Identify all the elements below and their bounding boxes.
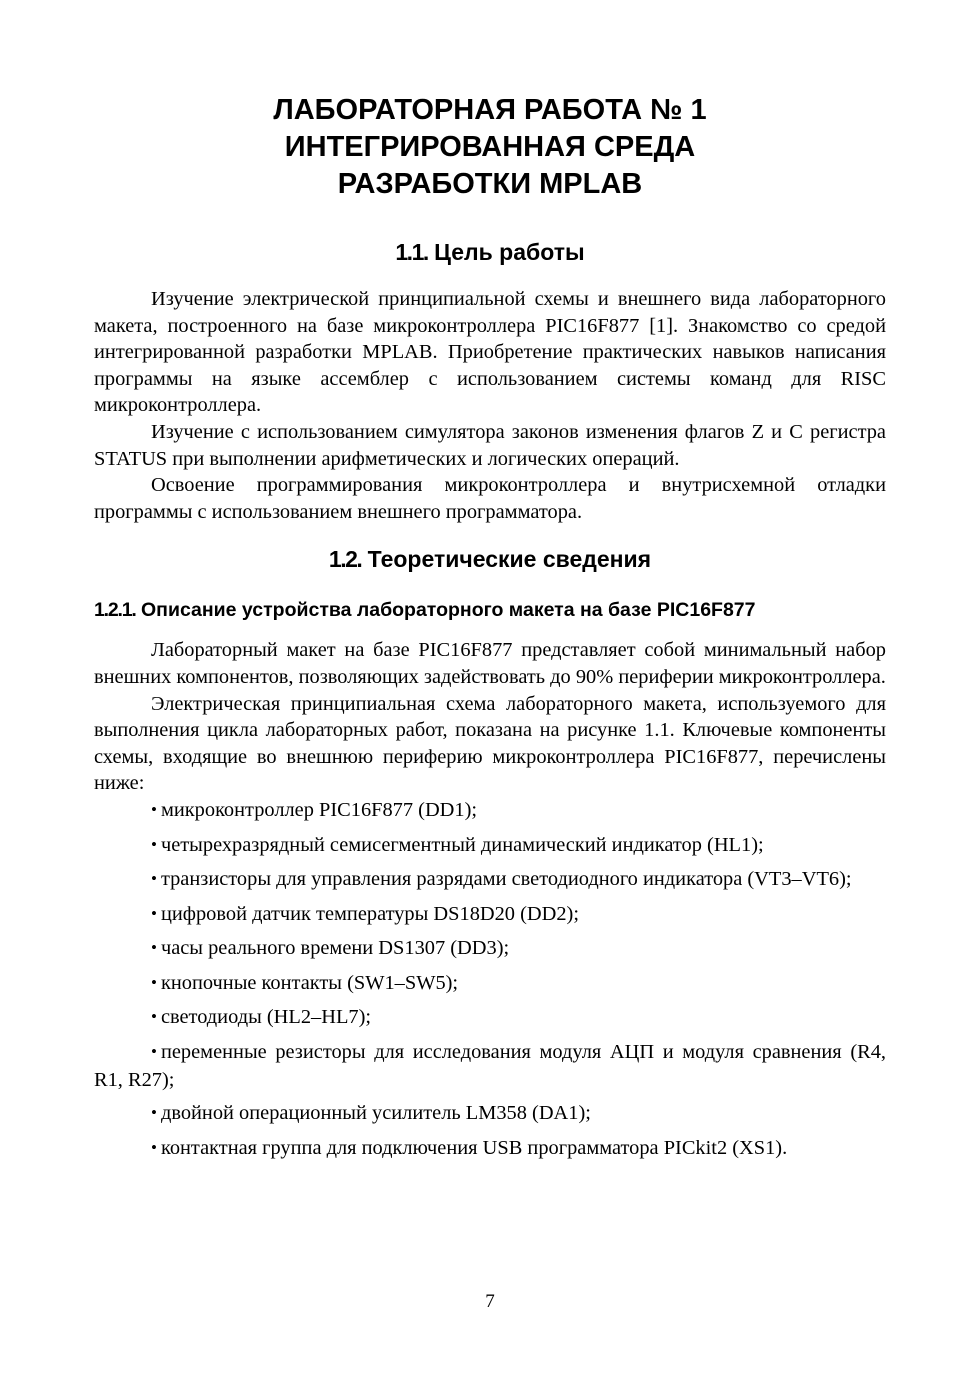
section-heading-theory: [94, 545, 886, 573]
bullet-icon: •: [151, 903, 157, 923]
paragraph: Электрическая принципиальная схема лабораторного макета, используемого для выполнения цикла лабораторных работ, показана на рисунке 1.1. Ключевые компоненты схемы, входящие во внешнюю периферию микроконтроллера PIC16F877, перечислены ниже:: [94, 692, 886, 795]
subsection-heading: [94, 597, 886, 623]
chapter-title-line-2: ИНТЕГРИРОВАННАЯ СРЕДА: [284, 131, 696, 163]
subsection-number: 1.2.1.: [94, 599, 136, 622]
list-item-text: цифровой датчик температуры DS18D20 (DD2);: [160, 902, 579, 925]
bullet-icon: •: [151, 1103, 157, 1123]
paragraph: Изучение электрической принципиальной схемы и внешнего вида лабораторного макета, построенного на базе микроконтроллера PIC16F877 [1]. Знакомство со средой интегрированной разработки MPLAB. Приобретение практических навыков написания программы на языке ассемблер с использованием системы команд для RISC микроконтроллера.: [94, 288, 886, 417]
list-item: [94, 832, 886, 860]
bullet-icon: •: [151, 799, 157, 819]
chapter-title-line-1: ЛАБОРАТОРНАЯ РАБОТА № 1: [273, 94, 707, 126]
bullet-icon: •: [151, 869, 157, 889]
section-number: 1.1.: [395, 239, 428, 265]
list-item: [94, 1100, 886, 1128]
list-item-text: часы реального времени DS1307 (DD3);: [160, 937, 510, 960]
list-item-text: контактная группа для подключения USB программатора PICkit2 (XS1).: [160, 1136, 788, 1159]
goal-text-block: [94, 286, 886, 525]
list-item-text: четырехразрядный семисегментный динамический индикатор (HL1);: [160, 833, 764, 856]
section-title-text: Теоретические сведения: [367, 546, 652, 573]
page-number: 7: [485, 1291, 495, 1312]
bullet-icon: •: [151, 972, 157, 992]
list-item-text: микроконтроллер PIC16F877 (DD1);: [160, 798, 478, 821]
list-item: [94, 901, 886, 929]
bullet-icon: •: [151, 1007, 157, 1027]
bullet-icon: •: [151, 938, 157, 958]
section-heading-goal: [94, 238, 886, 266]
list-item: [94, 935, 886, 963]
list-item-text: кнопочные контакты (SW1–SW5);: [160, 971, 459, 994]
list-item: [94, 797, 886, 825]
description-text-block: [94, 637, 886, 797]
list-item-text: двойной операционный усилитель LM358 (DA1);: [160, 1102, 591, 1125]
bullet-icon: •: [151, 1137, 157, 1157]
list-item: [94, 866, 886, 894]
list-item-text: светодиоды (HL2–HL7);: [160, 1006, 372, 1029]
chapter-title-line-3: РАЗРАБОТКИ MPLAB: [337, 168, 643, 200]
paragraph: Лабораторный макет на базе PIC16F877 представляет собой минимальный набор внешних компонентов, позволяющих задействовать до 90% периферии микроконтроллера.: [94, 639, 886, 688]
chapter-title: [94, 92, 886, 203]
section-title-text: Цель работы: [434, 239, 585, 265]
paragraph: Изучение с использованием симулятора законов изменения флагов Z и C регистра STATUS при выполнении арифметических и логических операций.: [94, 420, 886, 470]
list-item: [94, 970, 886, 998]
paragraph: Освоение программирования микроконтроллера и внутрисхемной отладки программы с использованием внешнего программатора.: [94, 474, 886, 523]
component-list: [94, 797, 886, 1163]
list-item-text: транзисторы для управления разрядами светодиодного индикатора (VT3–VT6);: [160, 868, 852, 891]
subsection-title-text: Описание устройства лабораторного макета на базе PIC16F877: [141, 599, 756, 622]
bullet-icon: •: [151, 834, 157, 854]
list-item: [94, 1004, 886, 1032]
list-item-text: переменные резисторы для исследования модуля АЦП и модуля сравнения (R4, R1, R27);: [94, 1041, 886, 1091]
section-number: 1.2.: [328, 546, 362, 573]
bullet-icon: •: [151, 1042, 157, 1062]
list-item: [94, 1039, 886, 1093]
list-item: [94, 1135, 886, 1163]
